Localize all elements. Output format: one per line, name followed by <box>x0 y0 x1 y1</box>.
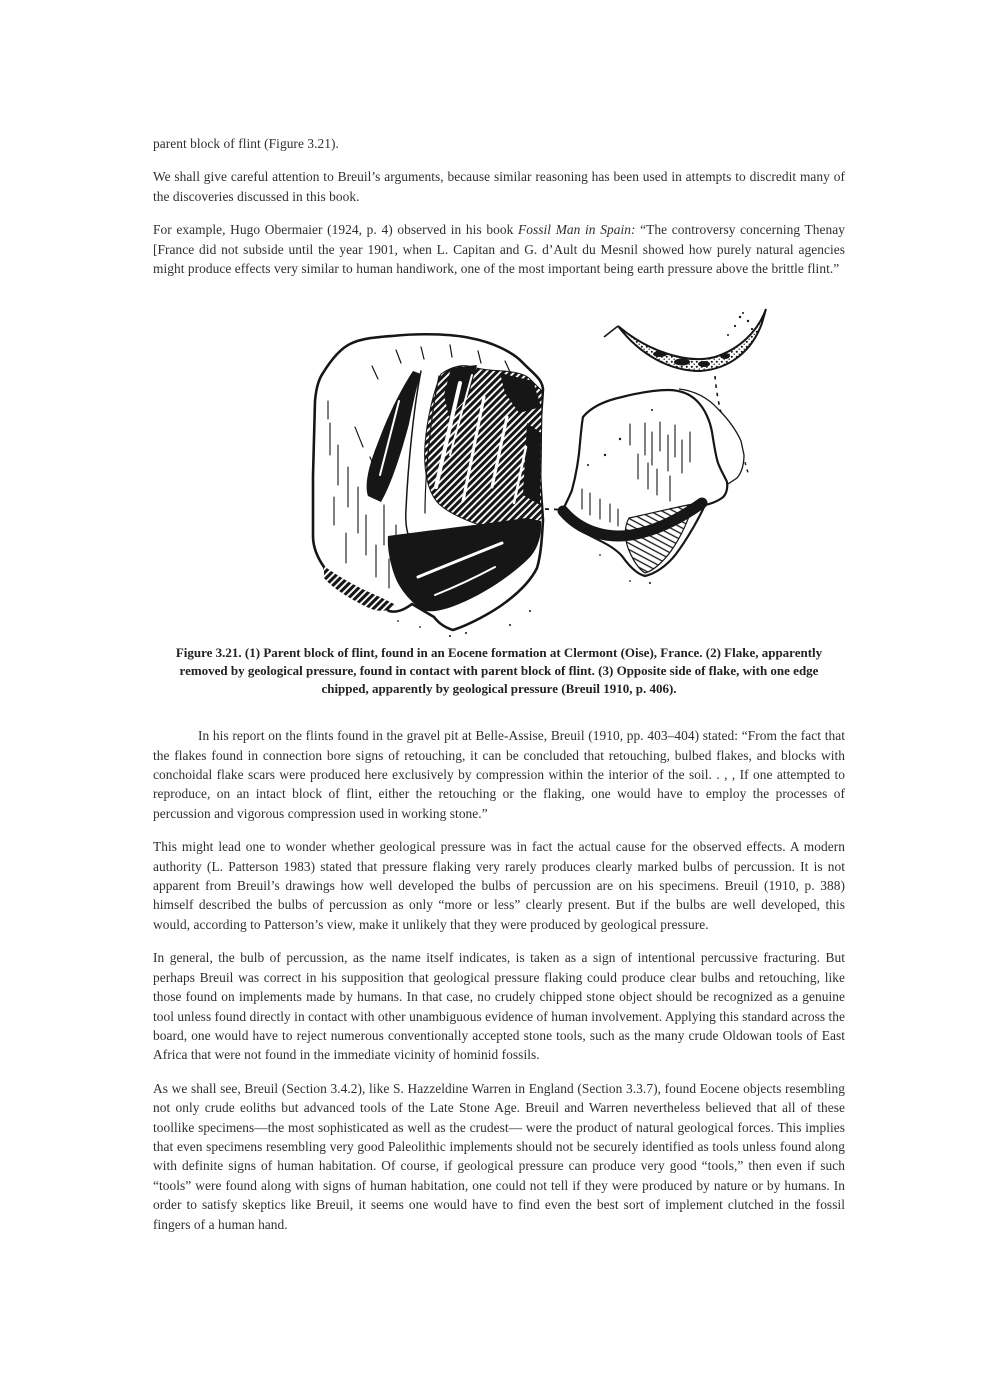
text-column <box>153 134 845 1248</box>
book-title-italic: Fossil Man in Spain: <box>518 222 636 238</box>
quote-body-text: “The controversy concerning Thenay [France did not subside until the year 1901, when L. Capitan and G. d’Ault du Mesnil showed how purely natural agencies might produce effects very similar to human handiwork, one of the most important being earth pressure above the brittle flint.” <box>153 222 846 277</box>
paragraph-bulb-of-percussion: In general, the bulb of percussion, as the name itself indicates, is taken as a sign of intentional percussive fracturing. But perhaps Breuil was correct in his supposition that geological pressure flaking could produce clear bulbs and retouching, like those found on implements made by humans. In that case, no crudely chipped stone object should be recognized as a genuine tool unless found directly in contact with other unambiguous evidence of human involvement. Applying this standard across the board, one would have to reject numerous conventionally accepted stone tools, such as the many crude Oldowan tools of East Africa that were not found in the immediate vicinity of hominid fossils. <box>153 950 846 1063</box>
figure-caption: Figure 3.21. (1) Parent block of flint, found in an Eocene formation at Clermont (Oise), France. (2) Flake, apparently removed by geological pressure, found in contact with parent block of flint. (3) Opposite side of flake, with one edge chipped, apparently by geological pressure (Breuil 1910, p. 406). <box>175 645 823 696</box>
paragraph-breuil-arguments: We shall give careful attention to Breuil’s arguments, because similar reasoning has been used in attempts to discredit many of the discoveries discussed in this book. <box>153 169 845 204</box>
quote-lead-text: For example, Hugo Obermaier (1924, p. 4) observed in his book <box>153 222 518 238</box>
flake-drawing <box>562 390 727 584</box>
crescent-piece-drawing <box>604 309 766 371</box>
paragraph-parent-block: parent block of flint (Figure 3.21). <box>153 136 339 151</box>
paragraph-obermaier-quote <box>153 220 845 278</box>
figure-3-21-illustration <box>300 305 770 640</box>
paragraph-breuil-report: In his report on the flints found in the gravel pit at Belle-Assise, Breuil (1910, pp. 403–404) stated: “From the fact that the flakes found in connection bore signs of retouching, it can be concluded that retouching, bulbed flakes, and blocks with conchoidal flake scars were produced here exclusively by compression within the interior of the soil. . , , If one attempted to reproduce, on an intact block of flint, either the retouching or the flaking, one would have to employ the processes of percussion and vigorous compression used in working stone.” <box>153 728 845 821</box>
figure-3-21 <box>300 305 770 640</box>
paragraph-breuil-warren: As we shall see, Breuil (Section 3.4.2), like S. Hazzeldine Warren in England (Section 3.3.7), found Eocene objects resembling not only crude eoliths but advanced tools of the Late Stone Age. Breuil and Warren nevertheless believed that all of these toollike specimens—the most sophisticated as well as the crudest— were the product of natural geological forces. This implies that even specimens resembling very good Paleolithic implements should not be securely identified as tools unless found along with definite signs of human habitation. Of course, if geological pressure can produce very good “tools,” then even if such “tools” were found along with signs of human habitation, one could not tell if they were produced by nature or by humans. In order to satisfy skeptics like Breuil, it seems one would have to find even the best sort of implement clutched in the fossil fingers of a human hand. <box>153 1080 845 1232</box>
paragraph-patterson-authority: This might lead one to wonder whether geological pressure was in fact the actual cause for the observed effects. A modern authority (L. Patterson 1983) stated that pressure flaking very rarely produces clearly marked bulbs of percussion. It is not apparent from Breuil’s drawings how well developed the bulbs of percussion are on his specimens. Breuil (1910, p. 388) himself described the bulbs of percussion as only “more or less” clearly present. But if the bulbs are well developed, this would, according to Patterson’s view, make it unlikely that they were produced by geological pressure. <box>153 839 845 932</box>
parent-block-drawing <box>313 335 543 638</box>
